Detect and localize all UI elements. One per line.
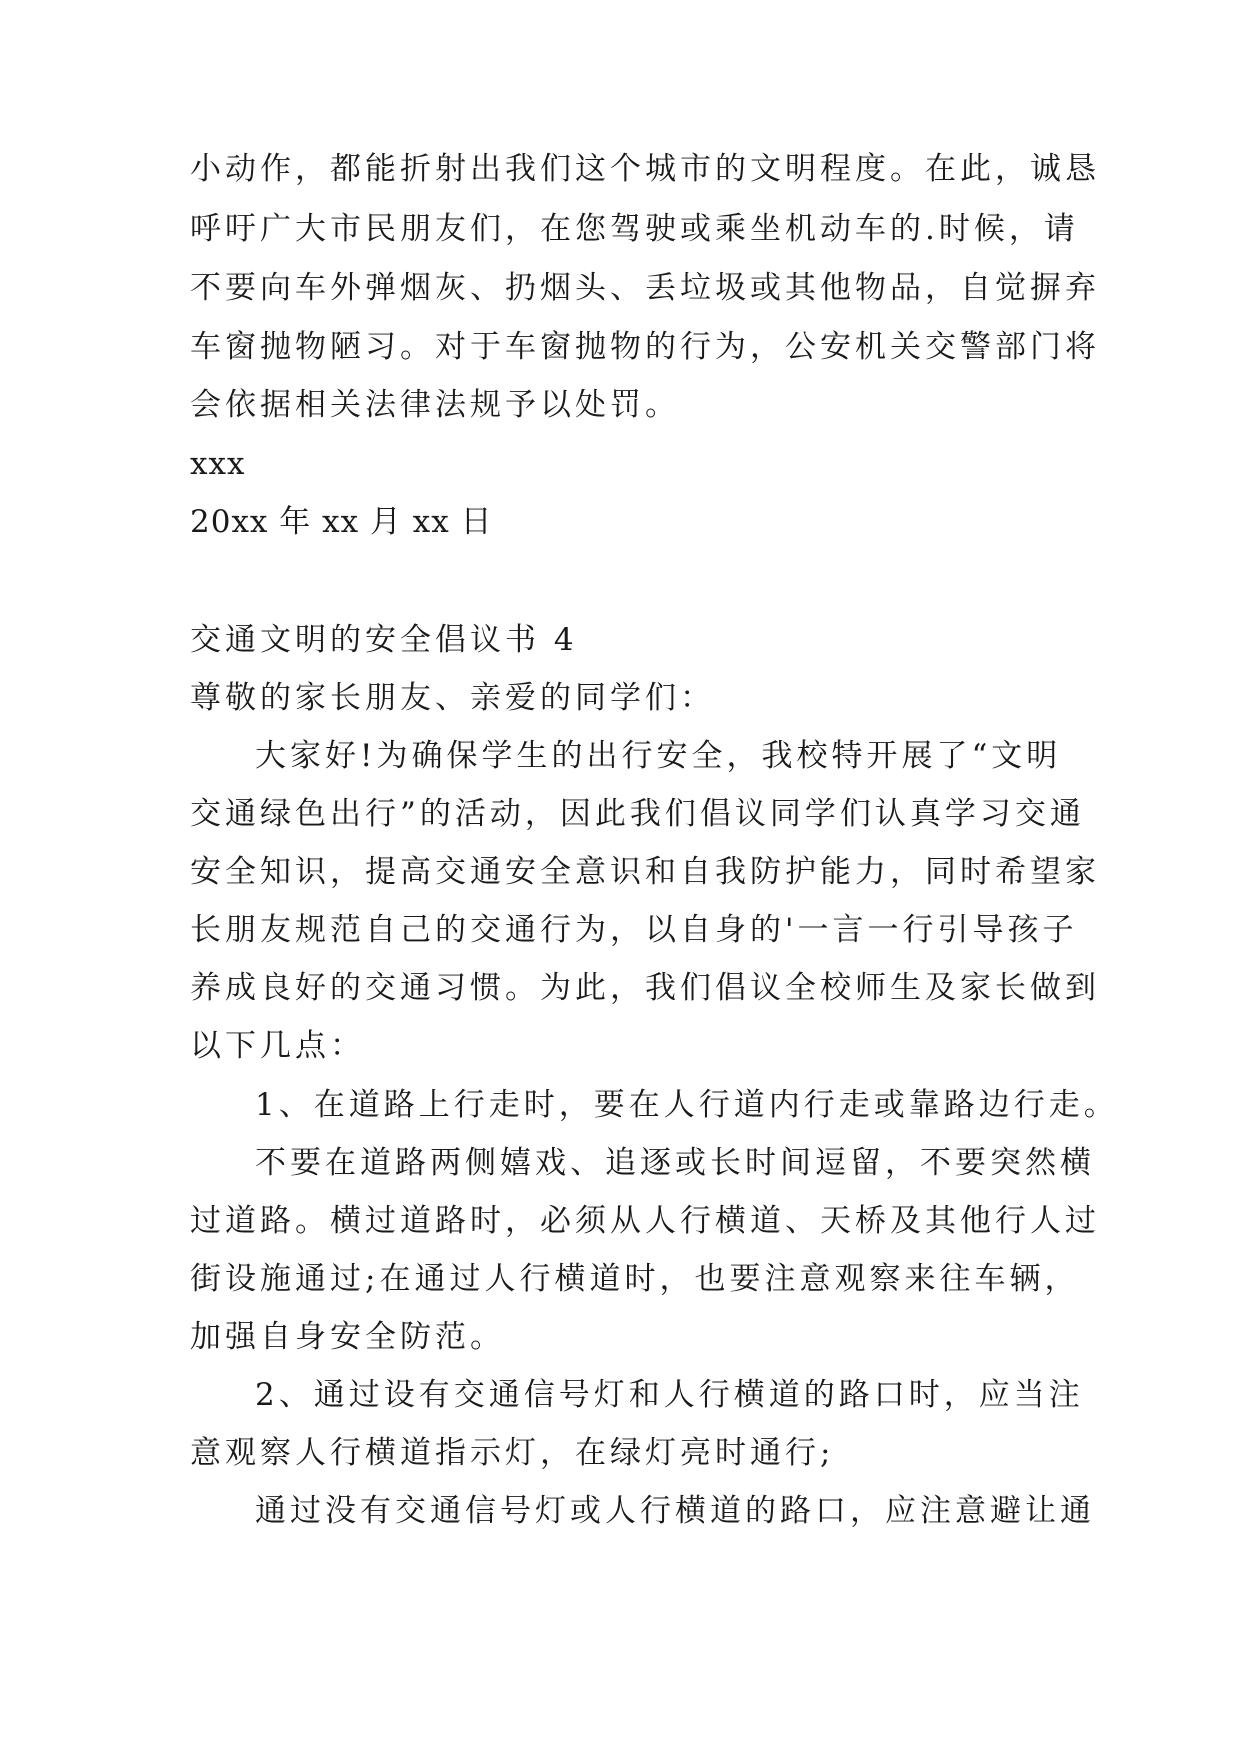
paragraph-line: 不要在道路两侧嬉戏、追逐或长时间逗留，不要突然横	[255, 1145, 1095, 1181]
paragraph-line: 安全知识，提高交通安全意识和自我防护能力，同时希望家	[190, 854, 1100, 890]
signature-name: xxx	[190, 446, 246, 482]
paragraph-line: 长朋友规范自己的交通行为，以自身的'一言一行引导孩子	[190, 912, 1078, 948]
paragraph-line: 以下几点：	[190, 1028, 365, 1064]
paragraph-line: 大家好!为确保学生的出行安全，我校特开展了“文明	[255, 738, 1062, 774]
list-item: 1、在道路上行走时，要在人行道内行走或靠路边行走。	[255, 1087, 1119, 1123]
salutation: 尊敬的家长朋友、亲爱的同学们：	[190, 680, 715, 716]
paragraph-line: 交通绿色出行”的活动，因此我们倡议同学们认真学习交通	[190, 796, 1085, 832]
paragraph-line: 呼吁广大市民朋友们，在您驾驶或乘坐机动车的.时候，请	[190, 211, 1079, 247]
signature-date: 20xx 年 xx 月 xx 日	[190, 504, 493, 540]
paragraph-line: 小动作，都能折射出我们这个城市的文明程度。在此，诚恳	[190, 151, 1100, 187]
paragraph-line: 街设施通过;在通过人行横道时，也要注意观察来往车辆，	[190, 1261, 1080, 1297]
paragraph-line: 通过没有交通信号灯或人行横道的路口，应注意避让通	[255, 1493, 1095, 1529]
paragraph-line: 意观察人行横道指示灯，在绿灯亮时通行;	[190, 1435, 835, 1471]
paragraph-line: 加强自身安全防范。	[190, 1319, 505, 1355]
paragraph-line: 会依据相关法律法规予以处罚。	[190, 387, 680, 423]
section-title: 交通文明的安全倡议书 4	[190, 622, 578, 658]
paragraph-line: 养成良好的交通习惯。为此，我们倡议全校师生及家长做到	[190, 970, 1100, 1006]
paragraph-line: 不要向车外弹烟灰、扔烟头、丢垃圾或其他物品，自觉摒弃	[190, 270, 1100, 306]
paragraph-line: 车窗抛物陋习。对于车窗抛物的行为，公安机关交警部门将	[190, 329, 1100, 365]
paragraph-line: 过道路。横过道路时，必须从人行横道、天桥及其他行人过	[190, 1203, 1100, 1239]
list-item: 2、通过设有交通信号灯和人行横道的路口时，应当注	[255, 1377, 1084, 1413]
